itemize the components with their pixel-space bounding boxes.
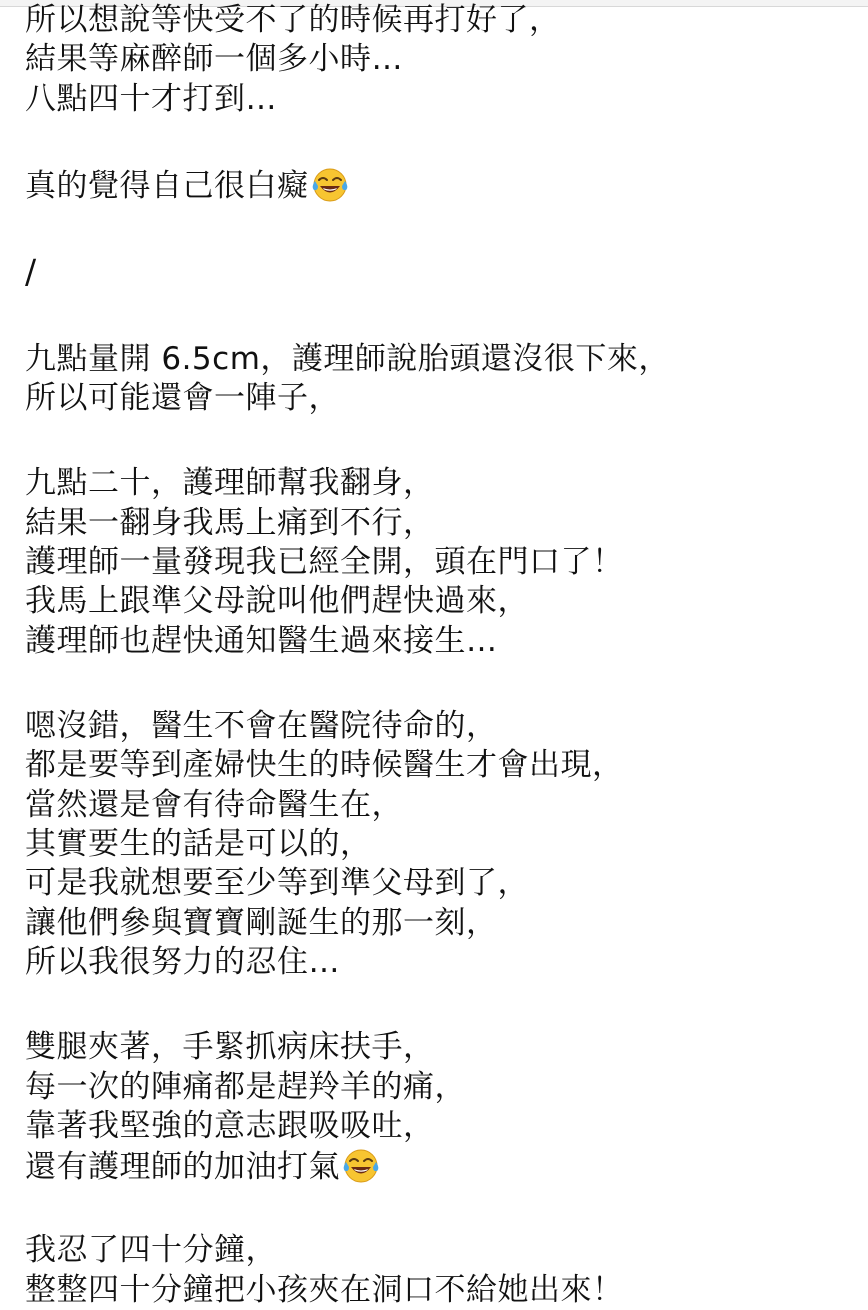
divider-slash: / bbox=[25, 252, 37, 292]
paragraph-4 bbox=[25, 464, 860, 661]
text-line: 雙腿夾著，手緊抓病床扶手， bbox=[25, 1029, 435, 1066]
text-line: 還有護理師的加油打氣 bbox=[25, 1149, 340, 1186]
paragraph-gap bbox=[25, 982, 860, 1028]
paragraph-2 bbox=[25, 165, 860, 204]
text-line: 當然還是會有待命醫生在， bbox=[25, 786, 403, 823]
paragraph-gap bbox=[25, 661, 860, 707]
text-line: 都是要等到產婦快生的時候醫生才會出現， bbox=[25, 747, 624, 784]
text-line: 所以可能還會一陣子， bbox=[25, 380, 340, 417]
text-line: 八點四十才打到… bbox=[25, 80, 277, 117]
text-line: 九點二十，護理師幫我翻身， bbox=[25, 465, 435, 502]
paragraph-gap bbox=[25, 418, 860, 464]
face-with-tears-of-joy-icon bbox=[310, 165, 350, 205]
text-line: 護理師也趕快通知醫生過來接生… bbox=[25, 622, 498, 659]
text-line: 其實要生的話是可以的， bbox=[25, 825, 372, 862]
text-line: 護理師一量發現我已經全開，頭在門口了！ bbox=[25, 543, 624, 580]
text-line: 讓他們參與寶寶剛誕生的那一刻， bbox=[25, 904, 498, 941]
paragraph-5 bbox=[25, 707, 860, 983]
text-line: 每一次的陣痛都是趕羚羊的痛， bbox=[25, 1068, 466, 1105]
text-line: 我馬上跟準父母說叫他們趕快過來， bbox=[25, 583, 529, 620]
text-line: 所以我很努力的忍住… bbox=[25, 944, 340, 981]
text-line: 嗯沒錯，醫生不會在醫院待命的， bbox=[25, 707, 498, 744]
text-line: 真的覺得自己很白癡 bbox=[25, 167, 309, 204]
text-line: 我忍了四十分鐘， bbox=[25, 1232, 277, 1269]
section-divider bbox=[25, 252, 860, 291]
text-line: 結果一翻身我馬上痛到不行， bbox=[25, 504, 435, 541]
text-line-with-emoji bbox=[25, 165, 860, 204]
face-with-tears-of-joy-icon bbox=[341, 1146, 381, 1186]
text-line: 九點量開 6.5cm，護理師說胎頭還沒很下來， bbox=[25, 340, 670, 377]
text-line: 所以想說等快受不了的時候再打好了， bbox=[25, 2, 561, 38]
paragraph-1 bbox=[25, 1, 860, 119]
post-body bbox=[25, 1, 860, 1310]
text-line-with-emoji bbox=[25, 1146, 860, 1185]
paragraph-6 bbox=[25, 1028, 860, 1186]
paragraph-7 bbox=[25, 1231, 860, 1310]
paragraph-gap bbox=[25, 1186, 860, 1232]
text-line: 結果等麻醉師一個多小時… bbox=[25, 41, 403, 78]
text-line: 靠著我堅強的意志跟吸吸吐， bbox=[25, 1107, 435, 1144]
paragraph-3 bbox=[25, 340, 860, 419]
paragraph-gap bbox=[25, 119, 860, 165]
paragraph-gap bbox=[25, 292, 860, 340]
text-line: 整整四十分鐘把小孩夾在洞口不給她出來！ bbox=[25, 1271, 624, 1308]
text-line: 可是我就想要至少等到準父母到了， bbox=[25, 865, 529, 902]
paragraph-gap bbox=[25, 204, 860, 252]
